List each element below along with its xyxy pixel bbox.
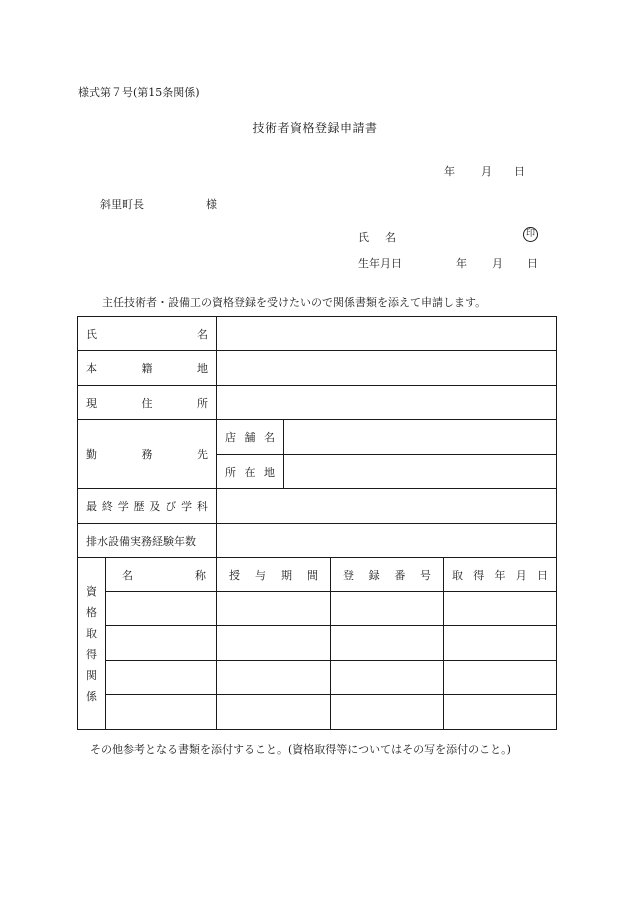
birthdate-day-label: 日 [527, 257, 538, 270]
grant-period-cell[interactable] [217, 592, 331, 626]
address-row [78, 386, 557, 420]
acquisition-date-cell[interactable] [444, 592, 557, 626]
acquisition-date-cell[interactable] [444, 626, 557, 661]
experience-label: 排水設備実務経験年数 [78, 524, 217, 558]
applicant-name-label: 氏 名 [358, 231, 396, 244]
table-row [78, 626, 557, 661]
shop-name-field[interactable] [284, 420, 557, 455]
education-row [78, 489, 557, 524]
location-label: 所 在 地 [217, 455, 284, 489]
addressee-suffix: 様 [206, 198, 217, 211]
qualification-name-cell[interactable] [106, 695, 217, 730]
workplace-shop-row [78, 420, 557, 455]
registration-number-cell[interactable] [331, 626, 444, 661]
document-title: 技術者資格登録申請書 [252, 121, 378, 135]
birthdate-month-label: 月 [492, 257, 503, 270]
qualification-name-cell[interactable] [106, 626, 217, 661]
column-header-grant-period: 授 与 期 間 [217, 558, 331, 592]
qualification-header-row [78, 558, 557, 592]
application-statement: 主任技術者・設備工の資格登録を受けたいので関係書類を添えて申請します。 [102, 296, 487, 309]
table-row [78, 695, 557, 730]
experience-field[interactable] [217, 524, 557, 558]
column-header-acquisition-date: 取 得 年 月 日 [444, 558, 557, 592]
grant-period-cell[interactable] [217, 661, 331, 695]
registration-number-cell[interactable] [331, 695, 444, 730]
registration-number-cell[interactable] [331, 592, 444, 626]
birthdate-year-label: 年 [456, 257, 467, 270]
workplace-label: 勤 務 先 [78, 420, 217, 489]
date-day-label: 日 [514, 165, 525, 178]
date-month-label: 月 [481, 165, 492, 178]
name-field[interactable] [217, 317, 557, 351]
name-row [78, 317, 557, 351]
grant-period-cell[interactable] [217, 695, 331, 730]
seal-icon: 印 [523, 227, 538, 242]
table-row [78, 592, 557, 626]
birthdate-label: 生年月日 [358, 257, 402, 270]
shop-name-label: 店 舗 名 [217, 420, 284, 455]
name-label: 氏 名 [78, 317, 217, 351]
address-field[interactable] [217, 386, 557, 420]
domicile-label: 本 籍 地 [78, 351, 217, 386]
grant-period-cell[interactable] [217, 626, 331, 661]
address-label: 現 住 所 [78, 386, 217, 420]
domicile-row [78, 351, 557, 386]
acquisition-date-cell[interactable] [444, 661, 557, 695]
column-header-registration-number: 登 録 番 号 [331, 558, 444, 592]
education-field[interactable] [217, 489, 557, 524]
registration-table [77, 316, 557, 730]
column-header-name: 名 称 [106, 558, 217, 592]
education-label: 最 終 学 歴 及 び 学 科 [78, 489, 217, 524]
addressee: 斜里町長 [100, 198, 144, 211]
location-field[interactable] [284, 455, 557, 489]
qualification-name-cell[interactable] [106, 592, 217, 626]
qualification-name-cell[interactable] [106, 661, 217, 695]
experience-row [78, 524, 557, 558]
attachment-note: その他参考となる書類を添付すること。(資格取得等についてはその写を添付のこと。) [90, 743, 511, 756]
form-number: 様式第７号(第15条関係) [78, 86, 200, 99]
domicile-field[interactable] [217, 351, 557, 386]
registration-number-cell[interactable] [331, 661, 444, 695]
qualification-label: 資 格 取 得 関 係 [78, 558, 106, 730]
table-row [78, 661, 557, 695]
date-year-label: 年 [444, 165, 455, 178]
acquisition-date-cell[interactable] [444, 695, 557, 730]
